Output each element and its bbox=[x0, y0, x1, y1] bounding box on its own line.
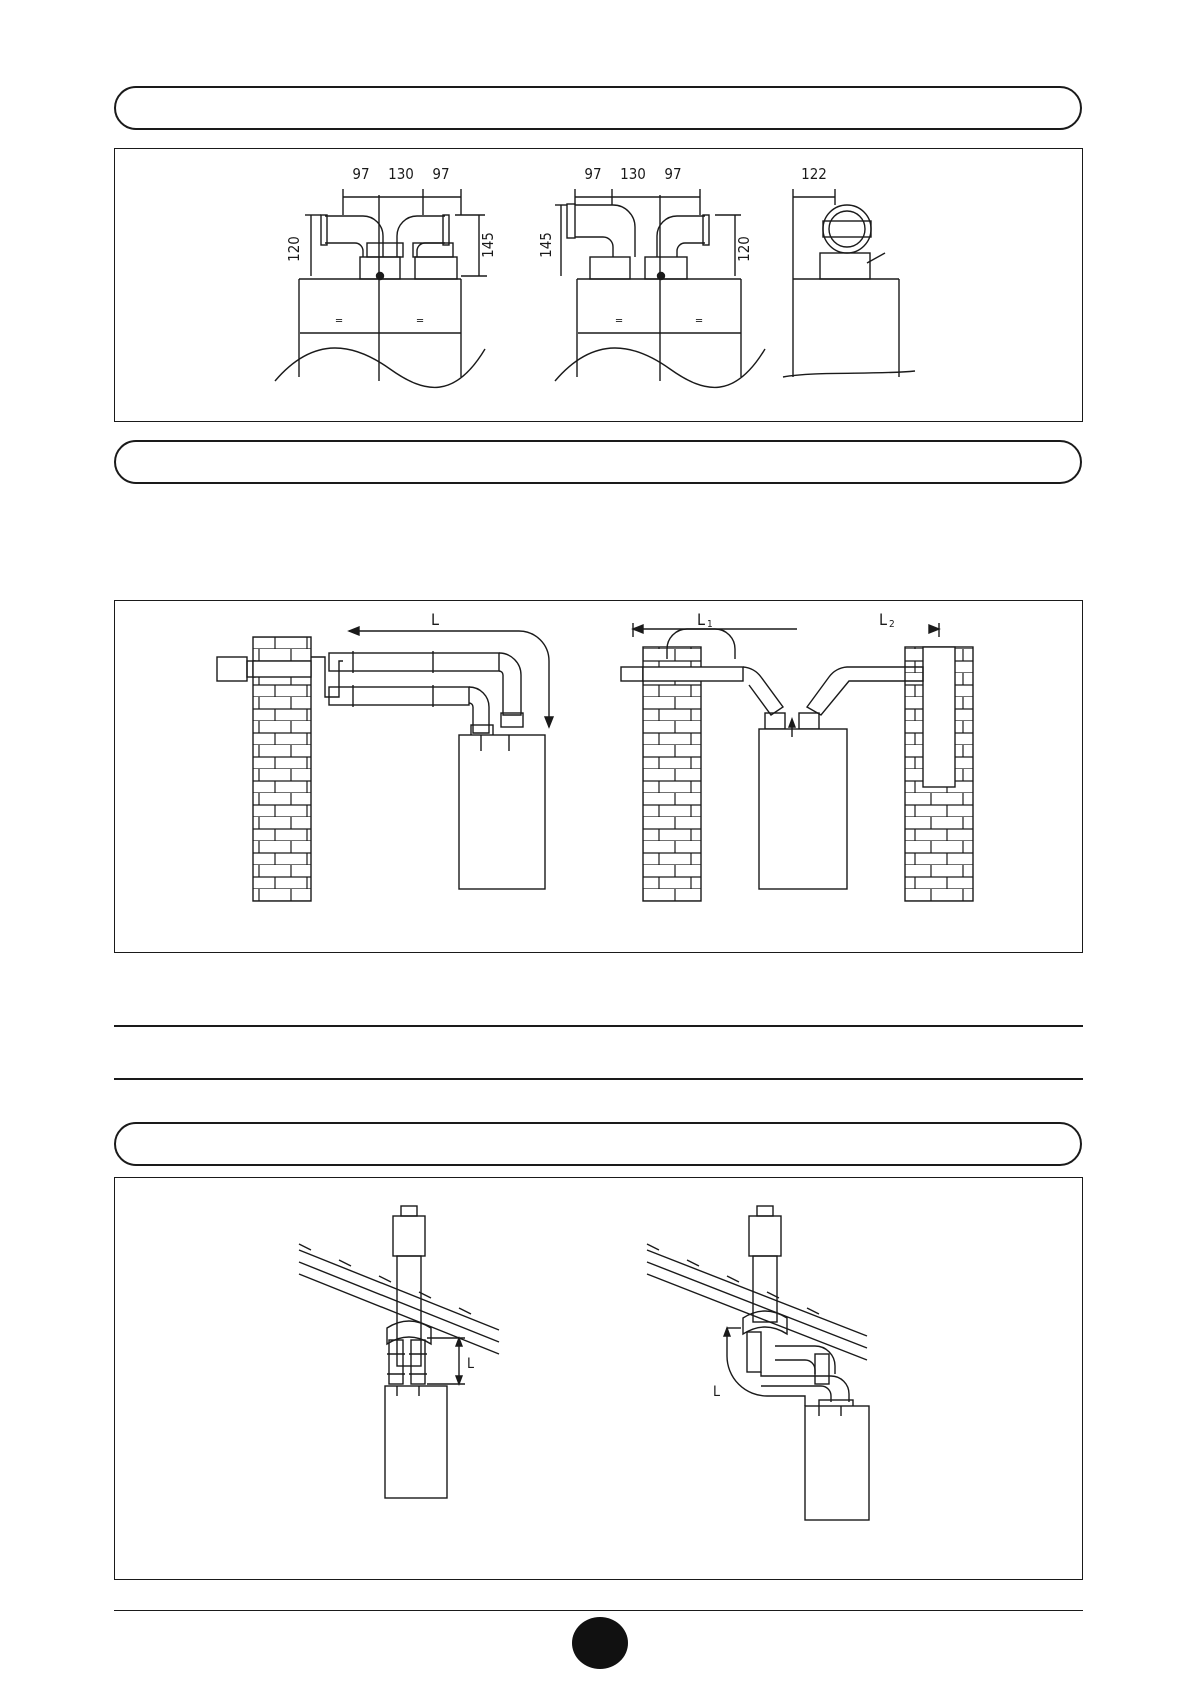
dim-fig1-d1: 97 bbox=[352, 165, 370, 183]
flue-left-install bbox=[217, 627, 553, 901]
dim-fig2-eq-left: = bbox=[614, 314, 624, 327]
figure-horizontal-flue bbox=[114, 600, 1083, 953]
boiler-fig3 bbox=[783, 189, 915, 377]
dim-fig1-v-right: 145 bbox=[479, 232, 497, 258]
vertical-flue-drawing bbox=[115, 1178, 1084, 1581]
dim-fig2-d1: 97 bbox=[584, 165, 602, 183]
dim-fig1-d2: 130 bbox=[388, 165, 414, 183]
dim-L2: L bbox=[879, 610, 888, 629]
separator-rule-1 bbox=[114, 1025, 1083, 1027]
dim-fig2-eq-right: = bbox=[694, 314, 704, 327]
dim-fig1-eq-left: = bbox=[334, 314, 344, 327]
dim-fig1-eq-right: = bbox=[415, 314, 425, 327]
dim-fig1-v-left: 120 bbox=[285, 236, 303, 262]
footer-rule bbox=[114, 1610, 1083, 1611]
dim-fig3-d1: 122 bbox=[801, 165, 827, 183]
horizontal-flue-drawing bbox=[115, 601, 1084, 954]
connection-dimensions-drawing bbox=[115, 149, 1084, 423]
roof-right-install bbox=[647, 1206, 869, 1520]
section-header-1 bbox=[114, 86, 1082, 130]
dim-fig2-d2: 130 bbox=[620, 165, 646, 183]
dim-L1-sub: 1 bbox=[707, 619, 713, 630]
dim-fig2-v-right: 120 bbox=[735, 236, 753, 262]
figure-vertical-flue bbox=[114, 1177, 1083, 1580]
separator-rule-2 bbox=[114, 1078, 1083, 1080]
page-number-badge bbox=[572, 1617, 628, 1669]
flue-right-install bbox=[621, 623, 973, 901]
dim-L2-sub: 2 bbox=[889, 619, 895, 630]
dim-L1: L bbox=[697, 610, 706, 629]
dim-fig2-v-left: 145 bbox=[537, 232, 555, 258]
dim-fig1-d3: 97 bbox=[432, 165, 450, 183]
dim-fig2-d3: 97 bbox=[664, 165, 682, 183]
section-header-3 bbox=[114, 1122, 1082, 1166]
boiler-fig1 bbox=[275, 189, 487, 387]
dim-L: L bbox=[431, 610, 440, 629]
dim-left-L: L bbox=[467, 1356, 475, 1372]
section-header-2 bbox=[114, 440, 1082, 484]
roof-left-install bbox=[299, 1206, 499, 1498]
boiler-fig2 bbox=[555, 189, 765, 387]
figure-connection-dimensions bbox=[114, 148, 1083, 422]
dim-right-L: L bbox=[713, 1384, 721, 1400]
